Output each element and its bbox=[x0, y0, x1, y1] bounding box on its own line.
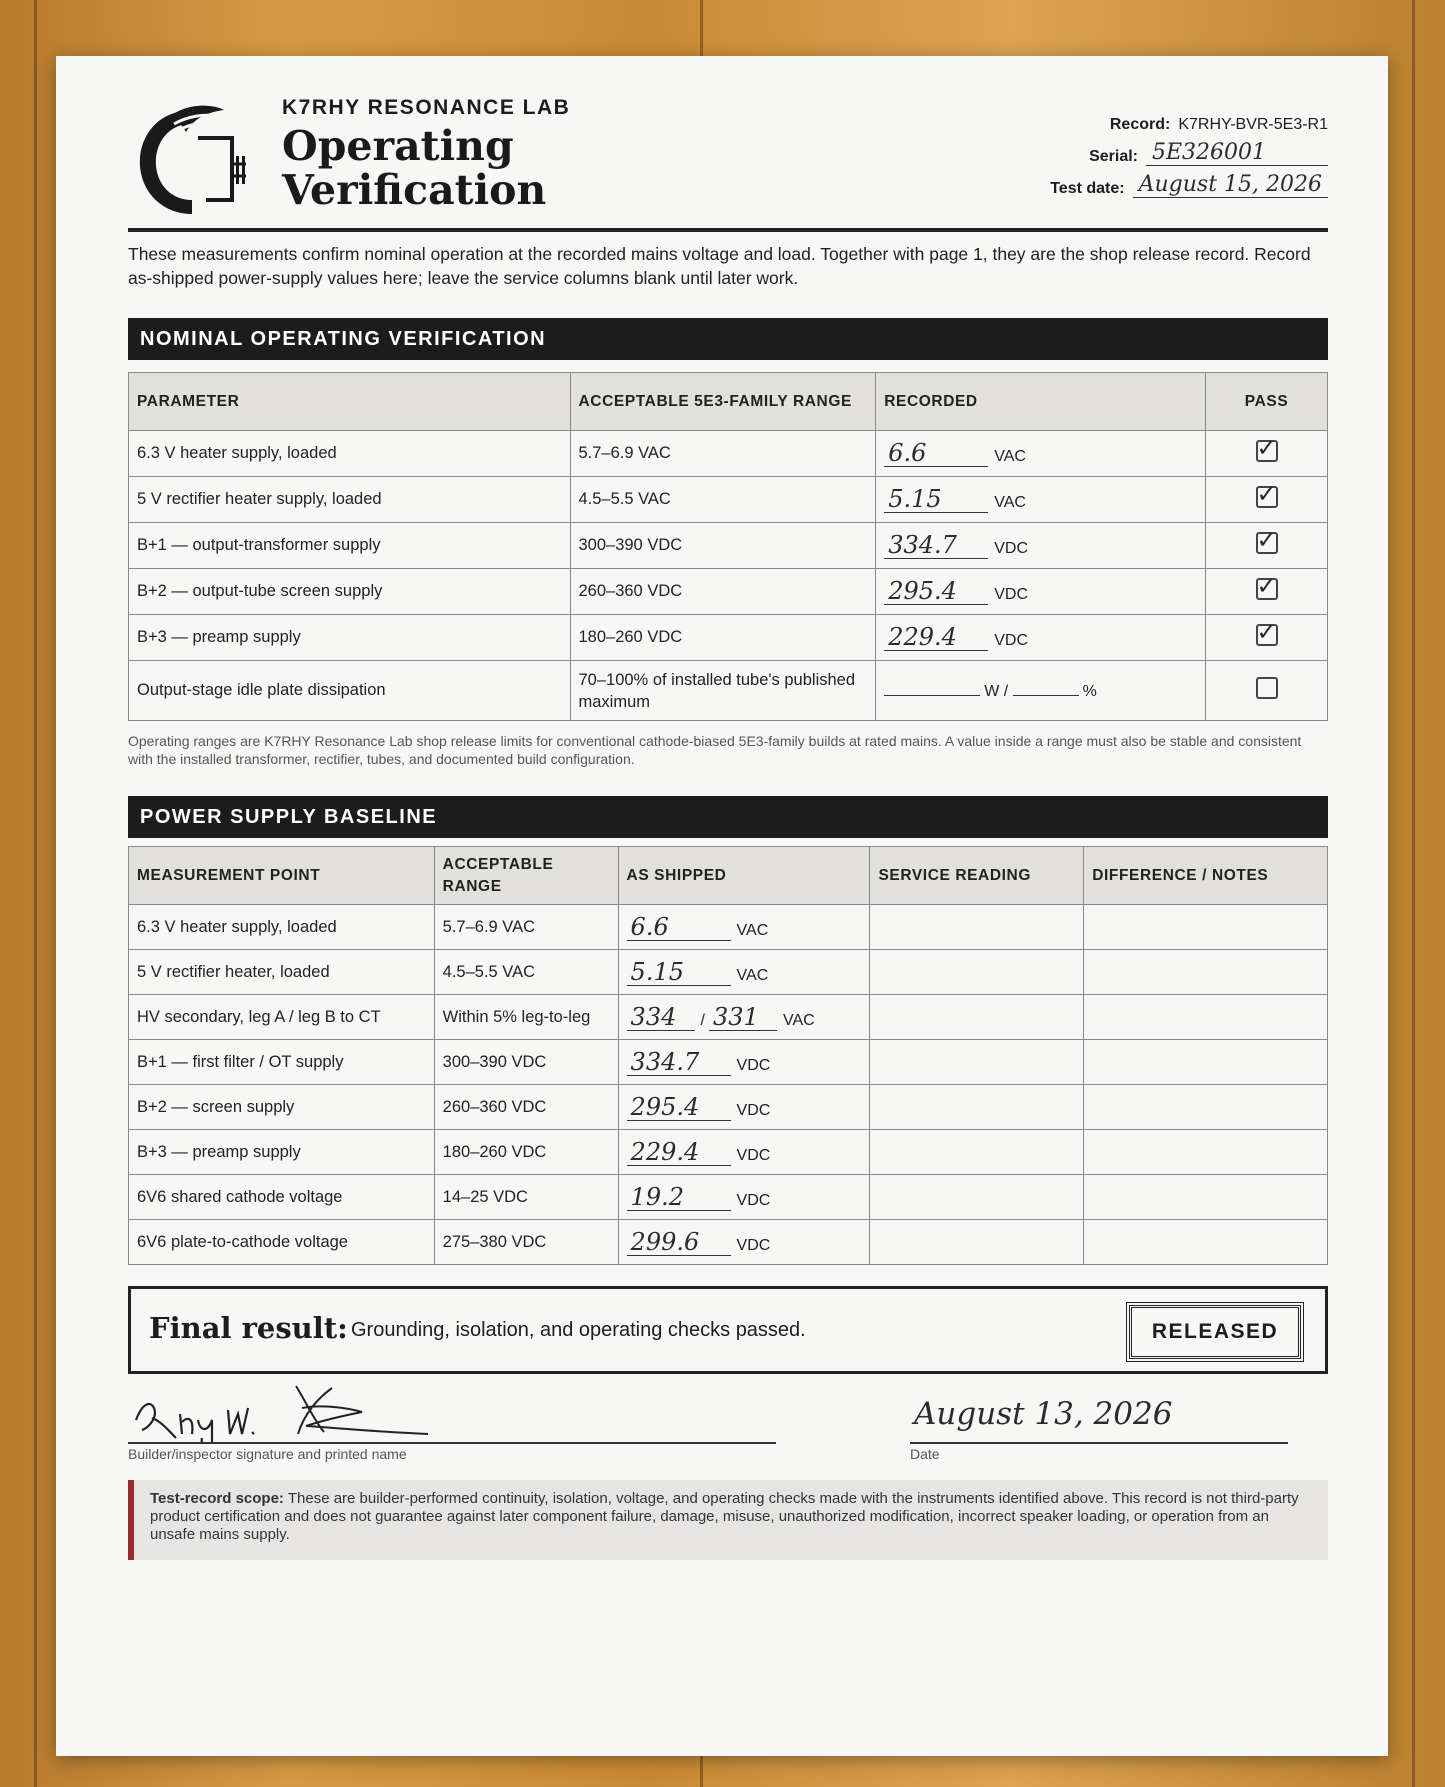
service-reading-cell[interactable] bbox=[870, 950, 1084, 995]
point-cell: HV secondary, leg A / leg B to CT bbox=[129, 995, 435, 1040]
column-header: ACCEPTABLE 5E3-FAMILY RANGE bbox=[570, 373, 876, 431]
as-shipped-cell bbox=[618, 995, 870, 1040]
point-cell: B+1 — first filter / OT supply bbox=[129, 1040, 435, 1085]
watts-field[interactable] bbox=[884, 681, 980, 696]
difference-notes-cell[interactable] bbox=[1084, 1220, 1328, 1265]
lab-logo-icon bbox=[128, 94, 258, 224]
released-stamp: RELEASED bbox=[1129, 1305, 1301, 1359]
recorded-field[interactable]: 6.6 bbox=[884, 440, 988, 467]
column-header: PARAMETER bbox=[129, 373, 571, 431]
check-mark-icon: ✓ bbox=[1256, 526, 1277, 554]
difference-notes-cell[interactable] bbox=[1084, 905, 1328, 950]
test-date-field[interactable]: August 15, 2026 bbox=[1133, 172, 1328, 198]
as-shipped-field[interactable]: 19.2 bbox=[627, 1184, 731, 1211]
table-row bbox=[129, 661, 1328, 721]
unit-label: W / bbox=[984, 682, 1009, 700]
table-row bbox=[129, 615, 1328, 661]
test-record-scope bbox=[128, 1480, 1328, 1560]
intro-text: These measurements confirm nominal operation at the recorded mains voltage and load. Together with page 1, they are the shop release record. Record as-shipped power-supply values here; leave the service columns blank until later work. bbox=[128, 244, 1311, 288]
pass-checkbox[interactable] bbox=[1256, 480, 1278, 508]
point-cell: 6.3 V heater supply, loaded bbox=[129, 905, 435, 950]
range-cell: Within 5% leg-to-leg bbox=[434, 995, 618, 1040]
column-header: DIFFERENCE / NOTES bbox=[1084, 847, 1328, 905]
table-row bbox=[129, 477, 1328, 523]
scope-text: These are builder-performed continuity, isolation, voltage, and operating checks made with the instruments identified above. This record is not third-party product certification and does not guarantee against later component failure, damage, misuse, unauthorized modification, incorrect speaker loading, or operation from an unsafe mains supply. bbox=[150, 1490, 1299, 1543]
test-date-row bbox=[958, 166, 1328, 198]
as-shipped-cell bbox=[618, 1220, 870, 1265]
as-shipped-field[interactable]: 295.4 bbox=[627, 1094, 731, 1121]
date-label: Date bbox=[910, 1446, 940, 1462]
check-mark-icon: ✓ bbox=[1256, 434, 1277, 462]
recorded-cell bbox=[876, 523, 1206, 569]
nominal-section-title: NOMINAL OPERATING VERIFICATION bbox=[128, 318, 1328, 360]
unit-label: VDC bbox=[736, 1101, 771, 1119]
as-shipped-field[interactable]: 6.6 bbox=[627, 914, 731, 941]
service-reading-cell[interactable] bbox=[870, 1040, 1084, 1085]
point-cell: 6V6 shared cathode voltage bbox=[129, 1175, 435, 1220]
record-meta bbox=[958, 102, 1328, 198]
serial-row bbox=[958, 134, 1328, 166]
pass-cell bbox=[1206, 477, 1328, 523]
column-header: SERVICE READING bbox=[870, 847, 1084, 905]
table-plank-seam bbox=[34, 0, 37, 1787]
unit-label: % bbox=[1082, 682, 1097, 700]
range-cell: 180–260 VDC bbox=[434, 1130, 618, 1175]
lab-name: K7RHY RESONANCE LAB bbox=[282, 96, 571, 119]
pass-cell bbox=[1206, 431, 1328, 477]
recorded-field[interactable]: 334.7 bbox=[884, 532, 988, 559]
page-title-line1: Operating bbox=[282, 122, 514, 170]
recorded-field[interactable]: 229.4 bbox=[884, 624, 988, 651]
difference-notes-cell[interactable] bbox=[1084, 1130, 1328, 1175]
parameter-cell: Output-stage idle plate dissipation bbox=[129, 661, 571, 721]
pass-checkbox[interactable] bbox=[1256, 434, 1278, 462]
record-label: Record: bbox=[1109, 116, 1171, 133]
table-row bbox=[129, 431, 1328, 477]
as-shipped-field[interactable]: 299.6 bbox=[627, 1229, 731, 1256]
unit-label: VAC bbox=[736, 966, 769, 984]
check-mark-icon: ✓ bbox=[1256, 618, 1277, 646]
pass-checkbox[interactable] bbox=[1256, 526, 1278, 554]
unit-label: VDC bbox=[736, 1056, 771, 1074]
column-header: MEASUREMENT POINT bbox=[129, 847, 435, 905]
baseline-table bbox=[128, 846, 1328, 1265]
table-row bbox=[129, 1220, 1328, 1265]
header-divider bbox=[128, 228, 1328, 232]
table-row bbox=[129, 1085, 1328, 1130]
difference-notes-cell[interactable] bbox=[1084, 950, 1328, 995]
range-cell: 300–390 VDC bbox=[434, 1040, 618, 1085]
signoff-date-field[interactable]: August 13, 2026 bbox=[914, 1396, 1173, 1432]
document-page bbox=[56, 56, 1388, 1756]
range-cell: 70–100% of installed tube's published maximum bbox=[570, 661, 876, 721]
baseline-section-title: POWER SUPPLY BASELINE bbox=[128, 796, 1328, 838]
pass-cell bbox=[1206, 569, 1328, 615]
serial-field[interactable]: 5E326001 bbox=[1146, 140, 1328, 166]
hv-leg-a-field[interactable]: 334 bbox=[627, 1004, 695, 1031]
scope-label: Test-record scope: bbox=[150, 1490, 284, 1507]
as-shipped-field[interactable]: 229.4 bbox=[627, 1139, 731, 1166]
recorded-field[interactable]: 295.4 bbox=[884, 578, 988, 605]
pass-cell bbox=[1206, 523, 1328, 569]
hv-leg-b-field[interactable]: 331 bbox=[709, 1004, 777, 1031]
signature-label: Builder/inspector signature and printed name bbox=[128, 1446, 407, 1462]
unit-label: VDC bbox=[736, 1236, 771, 1254]
final-result-box bbox=[128, 1286, 1328, 1374]
as-shipped-cell bbox=[618, 1175, 870, 1220]
pass-cell bbox=[1206, 661, 1328, 721]
range-cell: 300–390 VDC bbox=[570, 523, 876, 569]
difference-notes-cell[interactable] bbox=[1084, 1085, 1328, 1130]
nominal-table bbox=[128, 372, 1328, 721]
unit-label: VDC bbox=[994, 586, 1028, 603]
table-row bbox=[129, 995, 1328, 1040]
pass-checkbox[interactable] bbox=[1256, 618, 1278, 646]
point-cell: 6V6 plate-to-cathode voltage bbox=[129, 1220, 435, 1265]
as-shipped-cell bbox=[618, 1130, 870, 1175]
unit-label: VAC bbox=[783, 1011, 815, 1029]
range-cell: 5.7–6.9 VAC bbox=[570, 431, 876, 477]
parameter-cell: 6.3 V heater supply, loaded bbox=[129, 431, 571, 477]
point-cell: B+2 — screen supply bbox=[129, 1085, 435, 1130]
table-row bbox=[129, 1175, 1328, 1220]
as-shipped-cell bbox=[618, 1040, 870, 1085]
signature-line[interactable] bbox=[128, 1442, 776, 1444]
page-title bbox=[282, 124, 546, 212]
range-cell: 260–360 VDC bbox=[434, 1085, 618, 1130]
range-cell: 4.5–5.5 VAC bbox=[434, 950, 618, 995]
range-cell: 14–25 VDC bbox=[434, 1175, 618, 1220]
recorded-cell bbox=[876, 615, 1206, 661]
table-row bbox=[129, 1130, 1328, 1175]
percent-field[interactable] bbox=[1013, 681, 1079, 696]
recorded-cell bbox=[876, 569, 1206, 615]
pass-checkbox[interactable] bbox=[1256, 677, 1278, 699]
unit-label: VDC bbox=[736, 1191, 771, 1209]
range-cell: 275–380 VDC bbox=[434, 1220, 618, 1265]
record-value: K7RHY-BVR-5E3-R1 bbox=[1178, 116, 1328, 133]
record-row bbox=[958, 102, 1328, 134]
table-header-row bbox=[129, 847, 1328, 905]
column-header: ACCEPTABLE RANGE bbox=[434, 847, 618, 905]
leg-separator: / bbox=[700, 1011, 705, 1029]
point-cell: B+3 — preamp supply bbox=[129, 1130, 435, 1175]
point-cell: 5 V rectifier heater, loaded bbox=[129, 950, 435, 995]
parameter-cell: B+1 — output-transformer supply bbox=[129, 523, 571, 569]
recorded-field[interactable]: 5.15 bbox=[884, 486, 988, 513]
unit-label: VAC bbox=[994, 448, 1026, 465]
test-date-label: Test date: bbox=[1050, 180, 1125, 197]
pass-cell bbox=[1206, 615, 1328, 661]
column-header: RECORDED bbox=[876, 373, 1206, 431]
table-plank-seam bbox=[1412, 0, 1415, 1787]
range-cell: 4.5–5.5 VAC bbox=[570, 477, 876, 523]
parameter-cell: B+2 — output-tube screen supply bbox=[129, 569, 571, 615]
date-line bbox=[910, 1442, 1288, 1444]
table-row bbox=[129, 523, 1328, 569]
service-reading-cell[interactable] bbox=[870, 1130, 1084, 1175]
unit-label: VAC bbox=[736, 921, 769, 939]
as-shipped-field[interactable]: 334.7 bbox=[627, 1049, 731, 1076]
final-result-label: Final result: bbox=[149, 1311, 348, 1345]
unit-label: VAC bbox=[994, 494, 1026, 511]
as-shipped-cell bbox=[618, 1085, 870, 1130]
service-reading-cell[interactable] bbox=[870, 1220, 1084, 1265]
column-header: AS SHIPPED bbox=[618, 847, 870, 905]
range-note: Operating ranges are K7RHY Resonance Lab shop release limits for conventional cathode-biased 5E3-family builds at rated mains. A value inside a range must also be stable and consistent with the installed transformer, rectifier, tubes, and documented build configuration. bbox=[128, 733, 1302, 767]
difference-notes-cell[interactable] bbox=[1084, 995, 1328, 1040]
serial-label: Serial: bbox=[1089, 148, 1138, 165]
service-reading-cell[interactable] bbox=[870, 995, 1084, 1040]
difference-notes-cell[interactable] bbox=[1084, 1175, 1328, 1220]
as-shipped-cell bbox=[618, 950, 870, 995]
page-title-line2: Verification bbox=[282, 166, 547, 214]
check-mark-icon: ✓ bbox=[1256, 572, 1277, 600]
unit-label: VDC bbox=[736, 1146, 771, 1164]
service-reading-cell[interactable] bbox=[870, 1175, 1084, 1220]
service-reading-cell[interactable] bbox=[870, 905, 1084, 950]
service-reading-cell[interactable] bbox=[870, 1085, 1084, 1130]
recorded-cell bbox=[876, 477, 1206, 523]
parameter-cell: B+3 — preamp supply bbox=[129, 615, 571, 661]
table-row bbox=[129, 569, 1328, 615]
range-cell: 260–360 VDC bbox=[570, 569, 876, 615]
table-row bbox=[129, 950, 1328, 995]
unit-label: VDC bbox=[994, 632, 1028, 649]
check-mark-icon: ✓ bbox=[1256, 480, 1277, 508]
recorded-cell bbox=[876, 661, 1206, 721]
as-shipped-field[interactable]: 5.15 bbox=[627, 959, 731, 986]
parameter-cell: 5 V rectifier heater supply, loaded bbox=[129, 477, 571, 523]
table-row bbox=[129, 1040, 1328, 1085]
final-result-text: Grounding, isolation, and operating checks passed. bbox=[351, 1319, 806, 1341]
unit-label: VDC bbox=[994, 540, 1028, 557]
table-header-row bbox=[129, 373, 1328, 431]
difference-notes-cell[interactable] bbox=[1084, 1040, 1328, 1085]
as-shipped-cell bbox=[618, 905, 870, 950]
table-row bbox=[129, 905, 1328, 950]
column-header: PASS bbox=[1206, 373, 1328, 431]
signature-image bbox=[128, 1374, 488, 1444]
pass-checkbox[interactable] bbox=[1256, 572, 1278, 600]
range-cell: 180–260 VDC bbox=[570, 615, 876, 661]
range-cell: 5.7–6.9 VAC bbox=[434, 905, 618, 950]
recorded-cell bbox=[876, 431, 1206, 477]
